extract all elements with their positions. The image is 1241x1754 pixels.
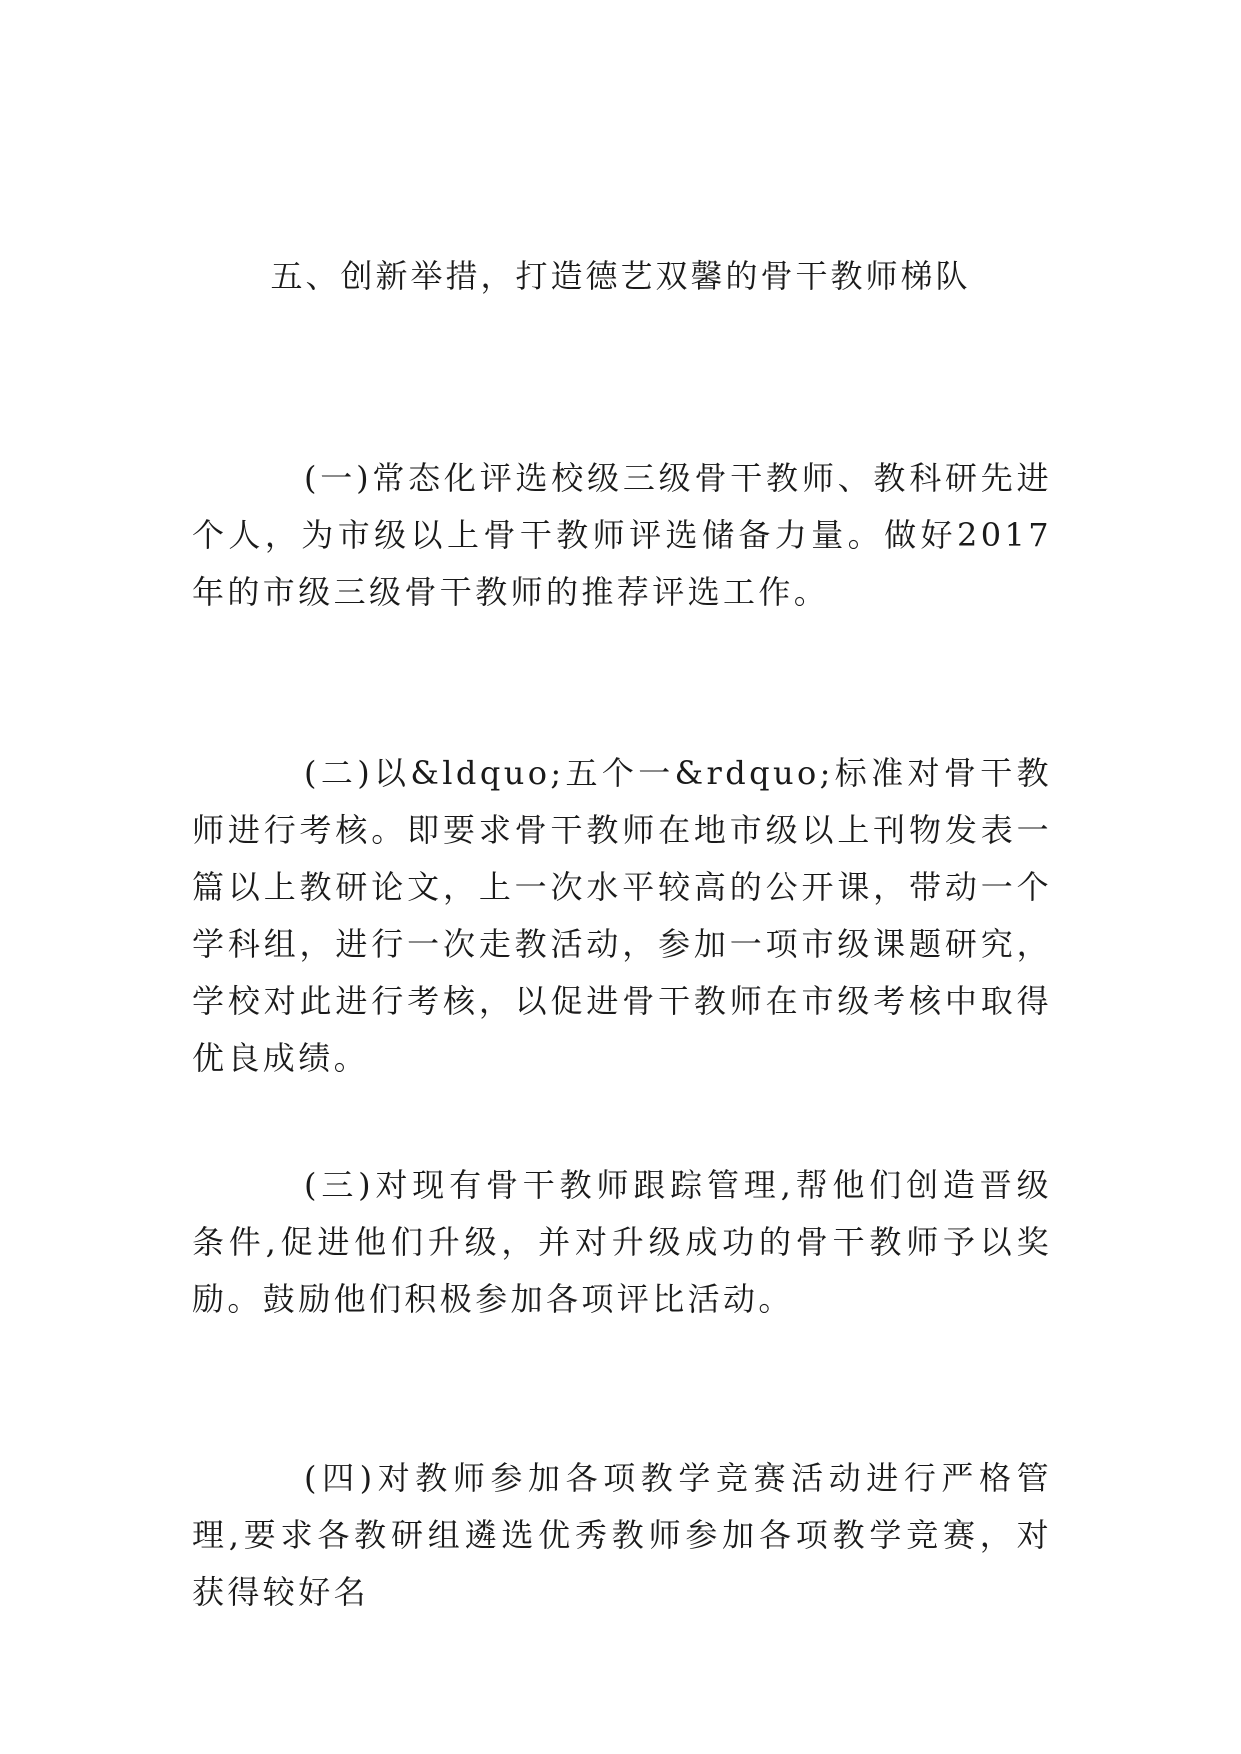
paragraph-4: (四)对教师参加各项教学竞赛活动进行严格管理,要求各教研组遴选优秀教师参加各项教学竞赛，对获得较好名: [192, 1459, 1052, 1611]
paragraph-2: (二)以&ldquo;五个一&rdquo;标准对骨干教师进行考核。即要求骨干教师在地市级以上刊物发表一篇以上教研论文，上一次水平较高的公开课，带动一个学科组，进行一次走教活动，参加一项市级课题研究，学校对此进行考核，以促进骨干教师在市级考核中取得优良成绩。: [192, 754, 1052, 1077]
section-heading: 五、创新举措，打造德艺双馨的骨干教师梯队: [270, 257, 971, 295]
paragraph-1: (一)常态化评选校级三级骨干教师、教科研先进个人，为市级以上骨干教师评选储备力量。做好2017年的市级三级骨干教师的推荐评选工作。: [192, 459, 1052, 611]
paragraph-3: (三)对现有骨干教师跟踪管理,帮他们创造晋级条件,促进他们升级，并对升级成功的骨干教师予以奖励。鼓励他们积极参加各项评比活动。: [192, 1166, 1052, 1318]
